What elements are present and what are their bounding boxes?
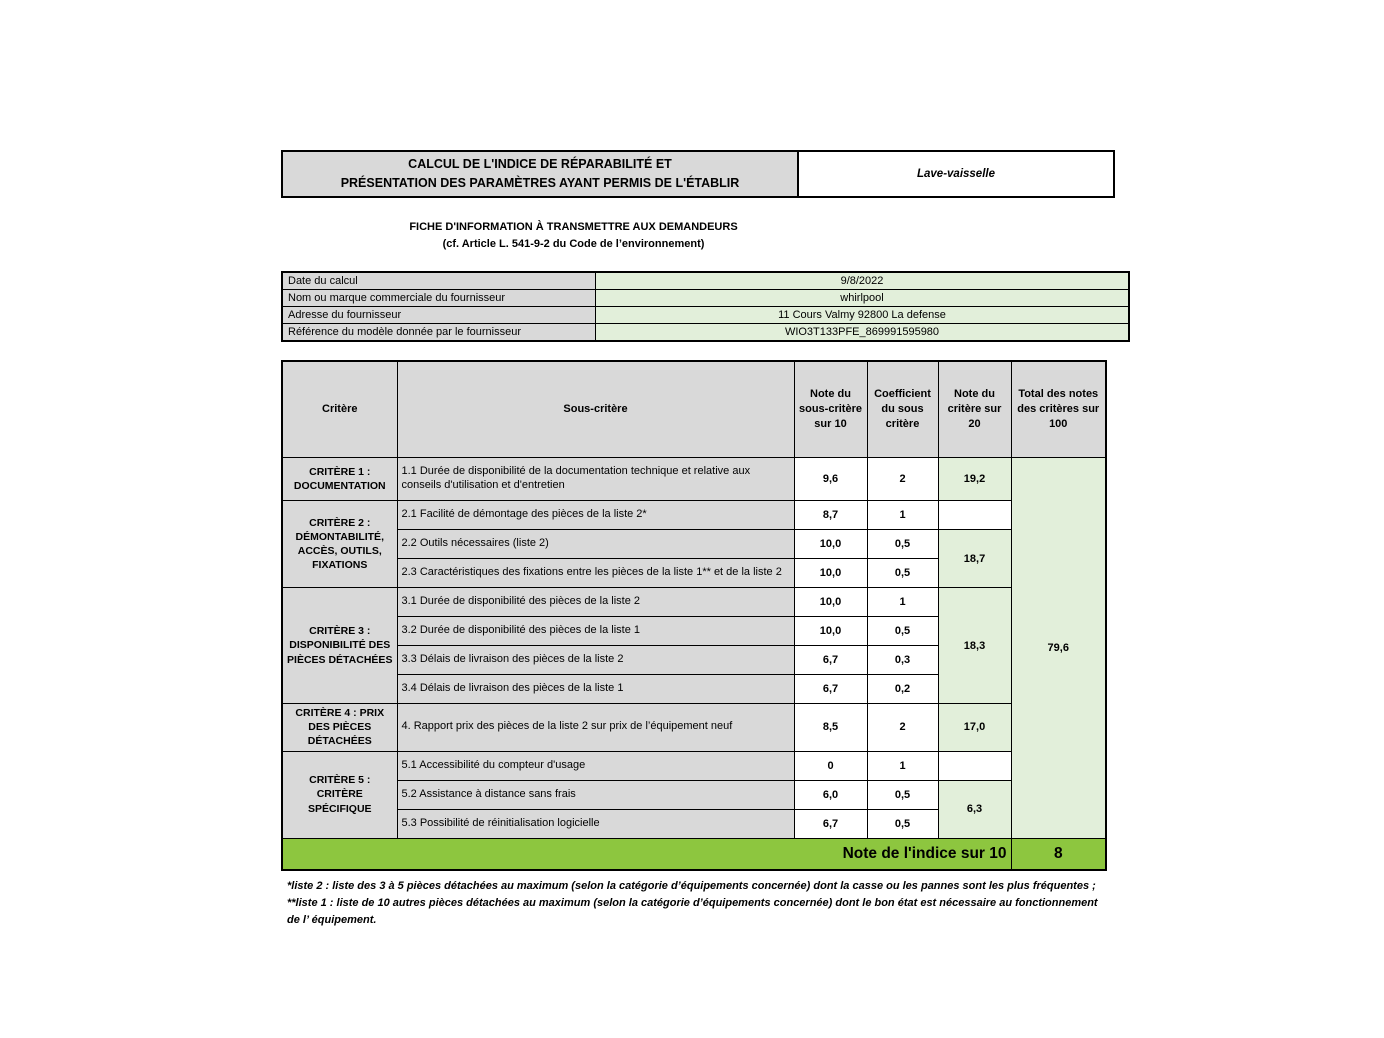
column-header-sous-critere: Sous-critère [397, 361, 794, 458]
column-header-note-critere-20: Note du critère sur 20 [938, 361, 1011, 458]
document-title-line-1: CALCUL DE L'INDICE DE RÉPARABILITÉ ET [408, 157, 672, 172]
critere-1-cell: CRITÈRE 1 : DOCUMENTATION [282, 458, 397, 501]
sous-critere-1-1: 1.1 Durée de disponibilité de la documentation technique et relative aux conseils d'utilisation et d'entretien [397, 458, 794, 501]
column-header-note-sous-critere: Note du sous-critère sur 10 [794, 361, 867, 458]
repairability-sheet [281, 150, 1105, 929]
info-label-address: Adresse du fournisseur [282, 307, 596, 324]
note-20-critere-2: 18,7 [938, 530, 1011, 588]
critere-4-cell: CRITÈRE 4 : PRIX DES PIÈCES DÉTACHÉES [282, 704, 397, 752]
coef-4: 2 [867, 704, 938, 752]
table-row [282, 501, 1106, 530]
info-value-address: 11 Cours Valmy 92800 La defense [596, 307, 1130, 324]
column-header-critere: Critère [282, 361, 397, 458]
table-row [282, 588, 1106, 617]
info-row-model-reference [282, 324, 1129, 342]
note-5-3: 6,7 [794, 809, 867, 838]
sous-critere-4: 4. Rapport prix des pièces de la liste 2 sur prix de l’équipement neuf [397, 704, 794, 752]
critere-2-cell: CRITÈRE 2 : DÉMONTABILITÉ, ACCÈS, OUTILS, FIXATIONS [282, 501, 397, 588]
info-value-model-reference: WIO3T133PFE_869991595980 [596, 324, 1130, 342]
product-name: Lave-vaisselle [798, 151, 1114, 197]
footnote-liste-2: *liste 2 : liste des 3 à 5 pièces détachées au maximum (selon la catégorie d’équipements concernée) dont la casse ou les pannes sont les plus fréquentes ; [287, 879, 1096, 892]
note-20-empty-cell [938, 751, 1011, 780]
subtitle-line-2: (cf. Article L. 541-9-2 du Code de l’environnement) [442, 237, 705, 250]
column-header-total-100: Total des notes des critères sur 100 [1011, 361, 1106, 458]
coef-1-1: 2 [867, 458, 938, 501]
note-5-2: 6,0 [794, 780, 867, 809]
sous-critere-3-4: 3.4 Délais de livraison des pièces de la liste 1 [397, 675, 794, 704]
note-2-1: 8,7 [794, 501, 867, 530]
score-value: 8 [1011, 838, 1106, 870]
sous-critere-2-3: 2.3 Caractéristiques des fixations entre les pièces de la liste 1** et de la liste 2 [397, 559, 794, 588]
coef-2-3: 0,5 [867, 559, 938, 588]
note-20-empty-cell [938, 501, 1011, 530]
note-5-1: 0 [794, 751, 867, 780]
title-box [281, 150, 1115, 198]
note-20-critere-1: 19,2 [938, 458, 1011, 501]
note-3-3: 6,7 [794, 646, 867, 675]
table-row [282, 780, 1106, 809]
table-row [282, 458, 1106, 501]
note-3-1: 10,0 [794, 588, 867, 617]
subtitle-block [281, 219, 866, 252]
sous-critere-5-2: 5.2 Assistance à distance sans frais [397, 780, 794, 809]
coef-3-3: 0,3 [867, 646, 938, 675]
info-label-model-reference: Référence du modèle donnée par le fournisseur [282, 324, 596, 342]
info-value-brand: whirlpool [596, 290, 1130, 307]
sous-critere-5-1: 5.1 Accessibilité du compteur d'usage [397, 751, 794, 780]
coef-3-4: 0,2 [867, 675, 938, 704]
total-sur-100-cell: 79,6 [1011, 458, 1106, 839]
note-20-critere-4: 17,0 [938, 704, 1011, 752]
note-20-critere-3: 18,3 [938, 588, 1011, 704]
table-row [282, 704, 1106, 752]
document-title-line-2: PRÉSENTATION DES PARAMÈTRES AYANT PERMIS DE L'ÉTABLIR [340, 176, 740, 190]
sous-critere-3-1: 3.1 Durée de disponibilité des pièces de la liste 2 [397, 588, 794, 617]
note-4: 8,5 [794, 704, 867, 752]
note-1-1: 9,6 [794, 458, 867, 501]
info-value-date: 9/8/2022 [596, 272, 1130, 290]
coef-5-3: 0,5 [867, 809, 938, 838]
footnotes-block [281, 878, 1105, 929]
note-2-3: 10,0 [794, 559, 867, 588]
sous-critere-2-2: 2.2 Outils nécessaires (liste 2) [397, 530, 794, 559]
coef-2-1: 1 [867, 501, 938, 530]
sous-critere-2-1: 2.1 Facilité de démontage des pièces de la liste 2* [397, 501, 794, 530]
supplier-info-table [281, 271, 1130, 342]
coef-3-1: 1 [867, 588, 938, 617]
coef-5-2: 0,5 [867, 780, 938, 809]
coef-2-2: 0,5 [867, 530, 938, 559]
critere-3-cell: CRITÈRE 3 : DISPONIBILITÉ DES PIÈCES DÉTACHÉES [282, 588, 397, 704]
note-3-4: 6,7 [794, 675, 867, 704]
info-row-address [282, 307, 1129, 324]
info-row-brand [282, 290, 1129, 307]
info-row-date [282, 272, 1129, 290]
subtitle-line-1: FICHE D'INFORMATION À TRANSMETTRE AUX DEMANDEURS [409, 221, 738, 233]
table-row [282, 530, 1106, 559]
info-label-brand: Nom ou marque commerciale du fournisseur [282, 290, 596, 307]
note-3-2: 10,0 [794, 617, 867, 646]
table-row [282, 751, 1106, 780]
info-label-date: Date du calcul [282, 272, 596, 290]
note-2-2: 10,0 [794, 530, 867, 559]
coef-3-2: 0,5 [867, 617, 938, 646]
critere-5-cell: CRITÈRE 5 : CRITÈRE SPÉCIFIQUE [282, 751, 397, 838]
document-title-cell [282, 151, 798, 197]
score-label: Note de l'indice sur 10 [282, 838, 1011, 870]
criteria-header-row [282, 361, 1106, 458]
coef-5-1: 1 [867, 751, 938, 780]
footnote-liste-1: **liste 1 : liste de 10 autres pièces détachées au maximum (selon la catégorie d’équipements concernée) dont le bon état est nécessaire au fonctionnement de l’ équipement. [287, 896, 1098, 926]
sous-critere-3-3: 3.3 Délais de livraison des pièces de la liste 2 [397, 646, 794, 675]
sous-critere-3-2: 3.2 Durée de disponibilité des pièces de la liste 1 [397, 617, 794, 646]
criteria-table [281, 360, 1107, 871]
column-header-coefficient: Coefficient du sous critère [867, 361, 938, 458]
sous-critere-5-3: 5.3 Possibilité de réinitialisation logicielle [397, 809, 794, 838]
score-row [282, 838, 1106, 870]
note-20-critere-5: 6,3 [938, 780, 1011, 838]
